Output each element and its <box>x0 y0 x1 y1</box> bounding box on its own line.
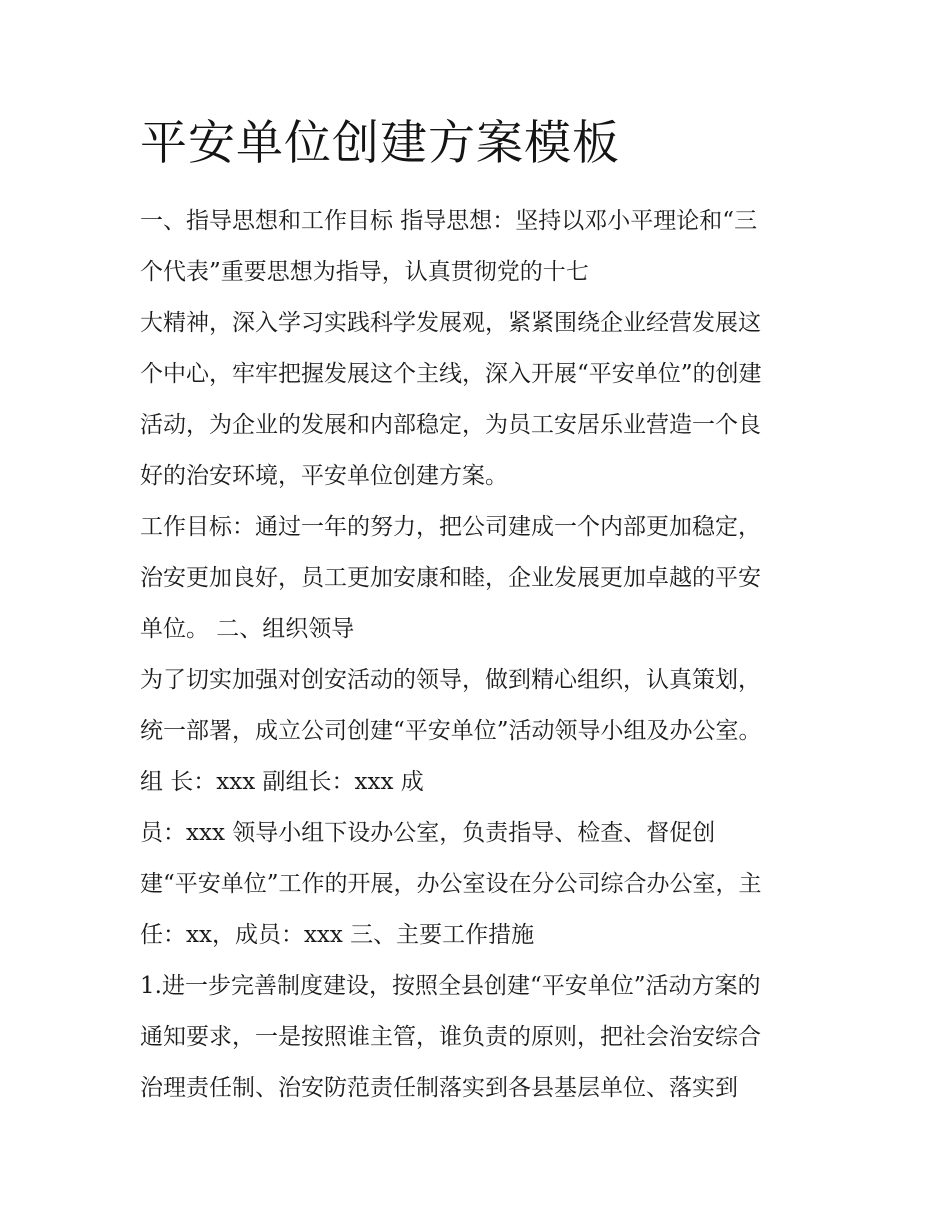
text-line: 大精神，深入学习实践科学发展观，紧紧围绕企业经营发展这 <box>140 310 761 336</box>
text-line: 通知要求，一是按照谁主管，谁负责的原则，把社会治安综合 <box>140 1024 761 1050</box>
text-line: 任：xx，成员：xxx 三、主要工作措施 <box>140 922 535 948</box>
text-line: 为了切实加强对创安活动的领导，做到精心组织，认真策划， <box>140 667 761 693</box>
text-line: 单位。 二、组织领导 <box>140 616 355 642</box>
document-body <box>140 196 820 1114</box>
text-line: 治安更加良好，员工更加安康和睦，企业发展更加卓越的平安 <box>140 565 761 591</box>
text-line: 个代表”重要思想为指导，认真贯彻党的十七 <box>140 259 589 285</box>
text-line: 统一部署，成立公司创建“平安单位”活动领导小组及办公室。 <box>140 718 762 744</box>
text-line: 组 长：xxx 副组长：xxx 成 <box>140 769 424 795</box>
text-line: 活动，为企业的发展和内部稳定，为员工安居乐业营造一个良 <box>140 412 761 438</box>
text-line: 治理责任制、治安防范责任制落实到各县基层单位、落实到 <box>140 1075 738 1101</box>
text-line: 建“平安单位”工作的开展，办公室设在分公司综合办公室，主 <box>140 871 762 897</box>
text-line: 1.进一步完善制度建设，按照全县创建“平安单位”活动方案的 <box>140 973 761 999</box>
document-title: 平安单位创建方案模板 <box>140 116 620 171</box>
text-line: 一、指导思想和工作目标 指导思想：坚持以邓小平理论和“三 <box>140 208 758 234</box>
text-line: 员：xxx 领导小组下设办公室，负责指导、检查、督促创 <box>140 820 716 846</box>
text-line: 好的治安环境，平安单位创建方案。 <box>140 463 508 489</box>
text-line: 工作目标：通过一年的努力，把公司建成一个内部更加稳定， <box>140 514 761 540</box>
text-line: 个中心，牢牢把握发展这个主线，深入开展“平安单位”的创建 <box>140 361 762 387</box>
